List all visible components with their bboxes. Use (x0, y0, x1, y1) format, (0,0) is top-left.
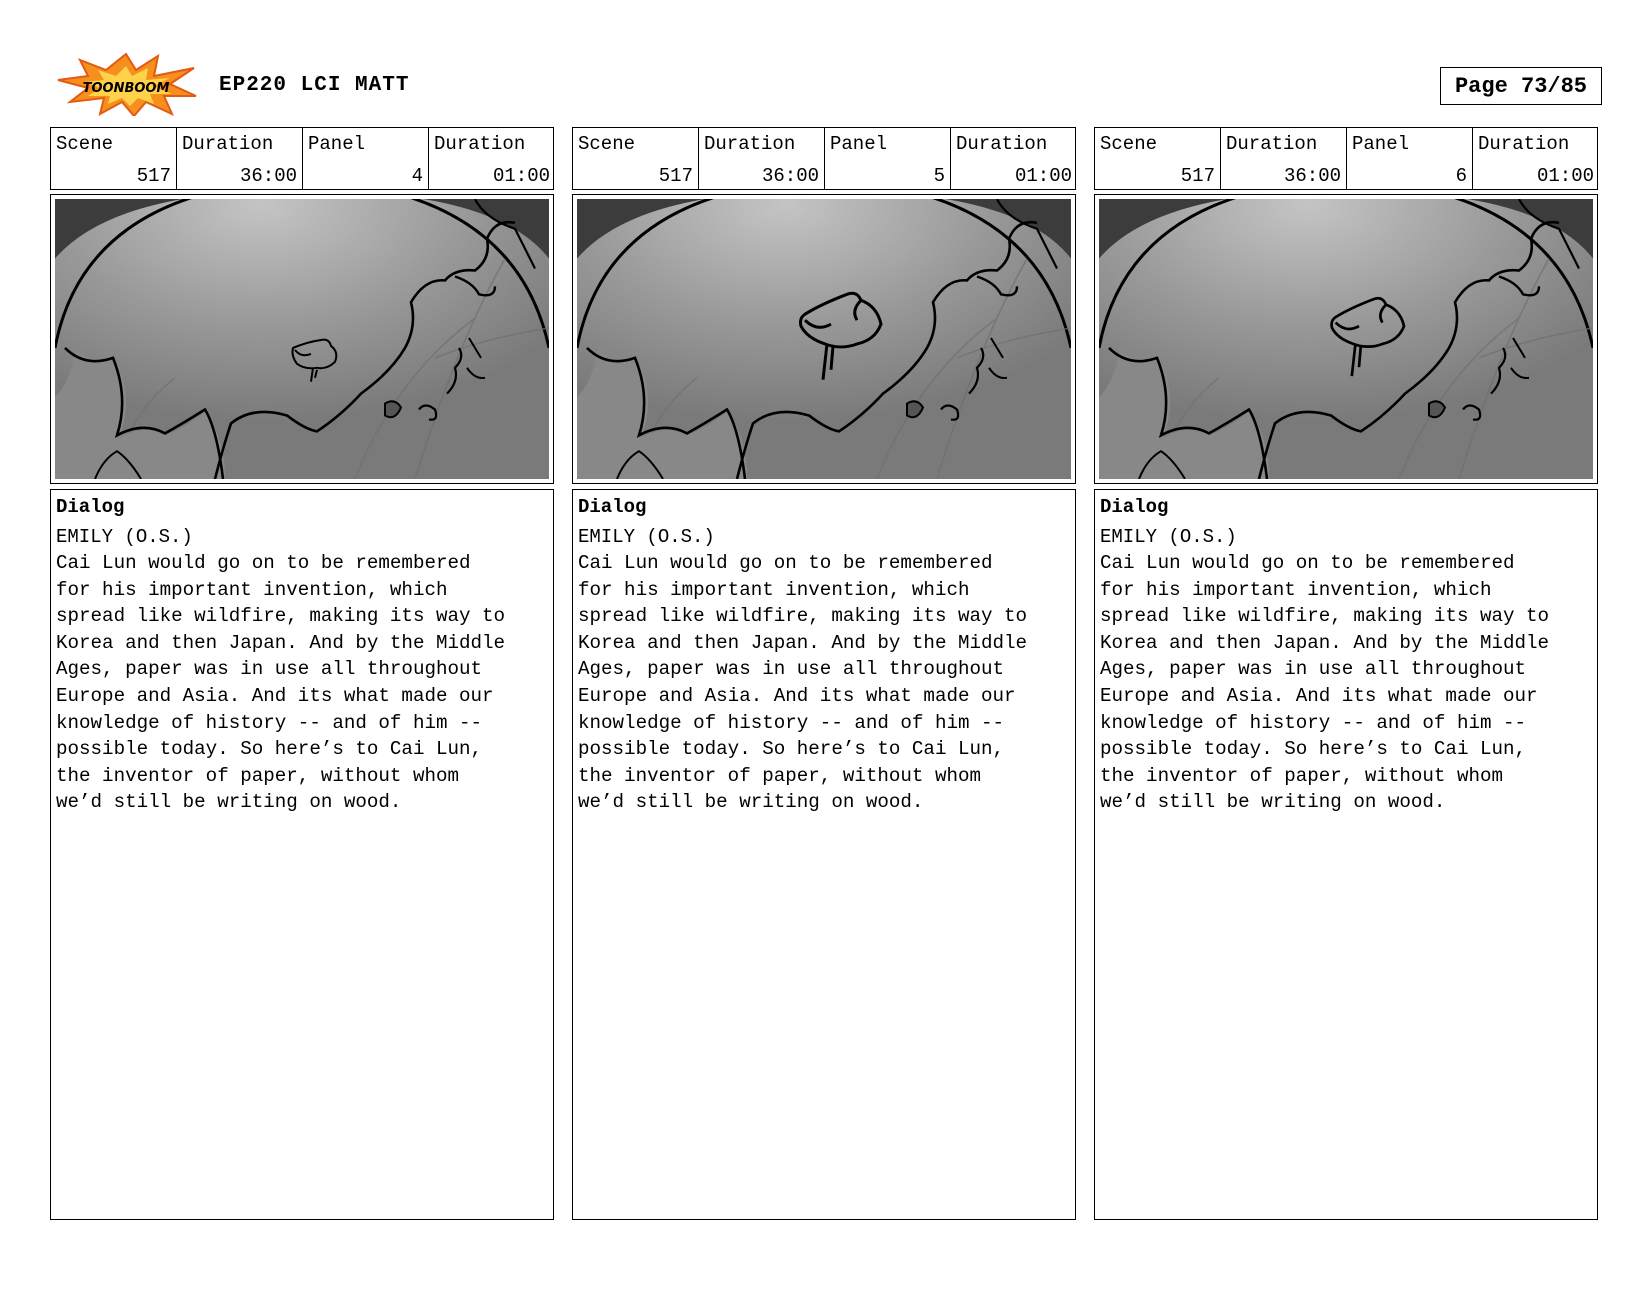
panel-image (1094, 194, 1598, 484)
dialog-line: Europe and Asia. And its what made our (1100, 684, 1538, 707)
dialog-line: Ages, paper was in use all throughout (1100, 658, 1527, 681)
dialog-line: the inventor of paper, without whom (56, 764, 460, 787)
panel-label: Panel (1352, 133, 1410, 155)
panel-number: 4 (411, 165, 423, 187)
dialog-heading: Dialog (578, 496, 647, 518)
scene-duration-label: Duration (704, 133, 796, 155)
panel-header (1094, 127, 1598, 190)
dialog-line: Korea and then Japan. And by the Middle (56, 631, 506, 654)
dialog-line: the inventor of paper, without whom (578, 764, 982, 787)
dialog-heading: Dialog (56, 496, 125, 518)
dialog-line: knowledge of history -- and of him -- (1100, 711, 1527, 734)
dialog-line: Ages, paper was in use all throughout (578, 658, 1005, 681)
scene-number: 517 (136, 165, 171, 187)
dialog-line: Cai Lun would go on to be remembered (56, 552, 471, 574)
toonboom-logo (54, 52, 198, 116)
logo-wordmark: TOONBOOM (82, 81, 170, 96)
dialog-line: possible today. So here’s to Cai Lun, (1100, 738, 1527, 761)
panel-image (572, 194, 1076, 484)
dialog-line: possible today. So here’s to Cai Lun, (578, 738, 1005, 761)
scene-label: Scene (56, 133, 114, 155)
episode-title: EP220 LCI MATT (219, 74, 410, 97)
dialog-line: Cai Lun would go on to be remembered (578, 552, 993, 574)
panel-duration-label: Duration (434, 133, 526, 155)
dialog-line: Europe and Asia. And its what made our (56, 684, 494, 707)
scene-duration: 36:00 (1283, 165, 1341, 187)
scene-duration-label: Duration (1226, 133, 1318, 155)
dialog-line: Ages, paper was in use all throughout (56, 658, 483, 681)
panel-label: Panel (308, 133, 366, 155)
dialog-line: knowledge of history -- and of him -- (578, 711, 1005, 734)
panel-label: Panel (830, 133, 888, 155)
dialog-line: for his important invention, which (578, 578, 970, 601)
scene-label: Scene (1100, 133, 1158, 155)
dialog-line: knowledge of history -- and of him -- (56, 711, 483, 734)
panel-number: 6 (1455, 165, 1467, 187)
dialog-line: Korea and then Japan. And by the Middle (578, 631, 1028, 654)
dialog-heading: Dialog (1100, 496, 1169, 518)
scene-duration: 36:00 (239, 165, 297, 187)
dialog-line: we’d still be writing on wood. (1100, 791, 1446, 814)
dialog-line: spread like wildfire, making its way to (56, 605, 506, 628)
dialog-line: for his important invention, which (56, 578, 448, 601)
dialog-line: possible today. So here’s to Cai Lun, (56, 738, 483, 761)
storyboard-panel (572, 127, 1076, 1220)
dialog-line: we’d still be writing on wood. (56, 791, 402, 814)
panel-duration: 01:00 (1536, 165, 1594, 187)
dialog-character: EMILY (O.S.) (56, 526, 193, 548)
scene-label: Scene (578, 133, 636, 155)
dialog-character: EMILY (O.S.) (578, 526, 715, 548)
panel-duration-label: Duration (956, 133, 1048, 155)
dialog-line: spread like wildfire, making its way to (578, 605, 1028, 628)
dialog-line: for his important invention, which (1100, 578, 1492, 601)
scene-duration: 36:00 (761, 165, 819, 187)
dialog-line: the inventor of paper, without whom (1100, 764, 1504, 787)
dialog-box (50, 489, 554, 1220)
dialog-line: Europe and Asia. And its what made our (578, 684, 1016, 707)
panel-duration: 01:00 (492, 165, 550, 187)
storyboard-panel (50, 127, 554, 1220)
storyboard-panel (1094, 127, 1598, 1220)
dialog-box (1094, 489, 1598, 1220)
dialog-line: we’d still be writing on wood. (578, 791, 924, 814)
scene-duration-label: Duration (182, 133, 274, 155)
dialog-line: Korea and then Japan. And by the Middle (1100, 631, 1550, 654)
scene-number: 517 (658, 165, 693, 187)
dialog-line: spread like wildfire, making its way to (1100, 605, 1550, 628)
page-number: Page 73/85 (1440, 67, 1602, 105)
panel-header (50, 127, 554, 190)
dialog-character: EMILY (O.S.) (1100, 526, 1237, 548)
scene-number: 517 (1180, 165, 1215, 187)
panel-duration: 01:00 (1014, 165, 1072, 187)
panel-image (50, 194, 554, 484)
dialog-box (572, 489, 1076, 1220)
panel-duration-label: Duration (1478, 133, 1570, 155)
panel-number: 5 (933, 165, 945, 187)
dialog-line: Cai Lun would go on to be remembered (1100, 552, 1515, 574)
panel-header (572, 127, 1076, 190)
